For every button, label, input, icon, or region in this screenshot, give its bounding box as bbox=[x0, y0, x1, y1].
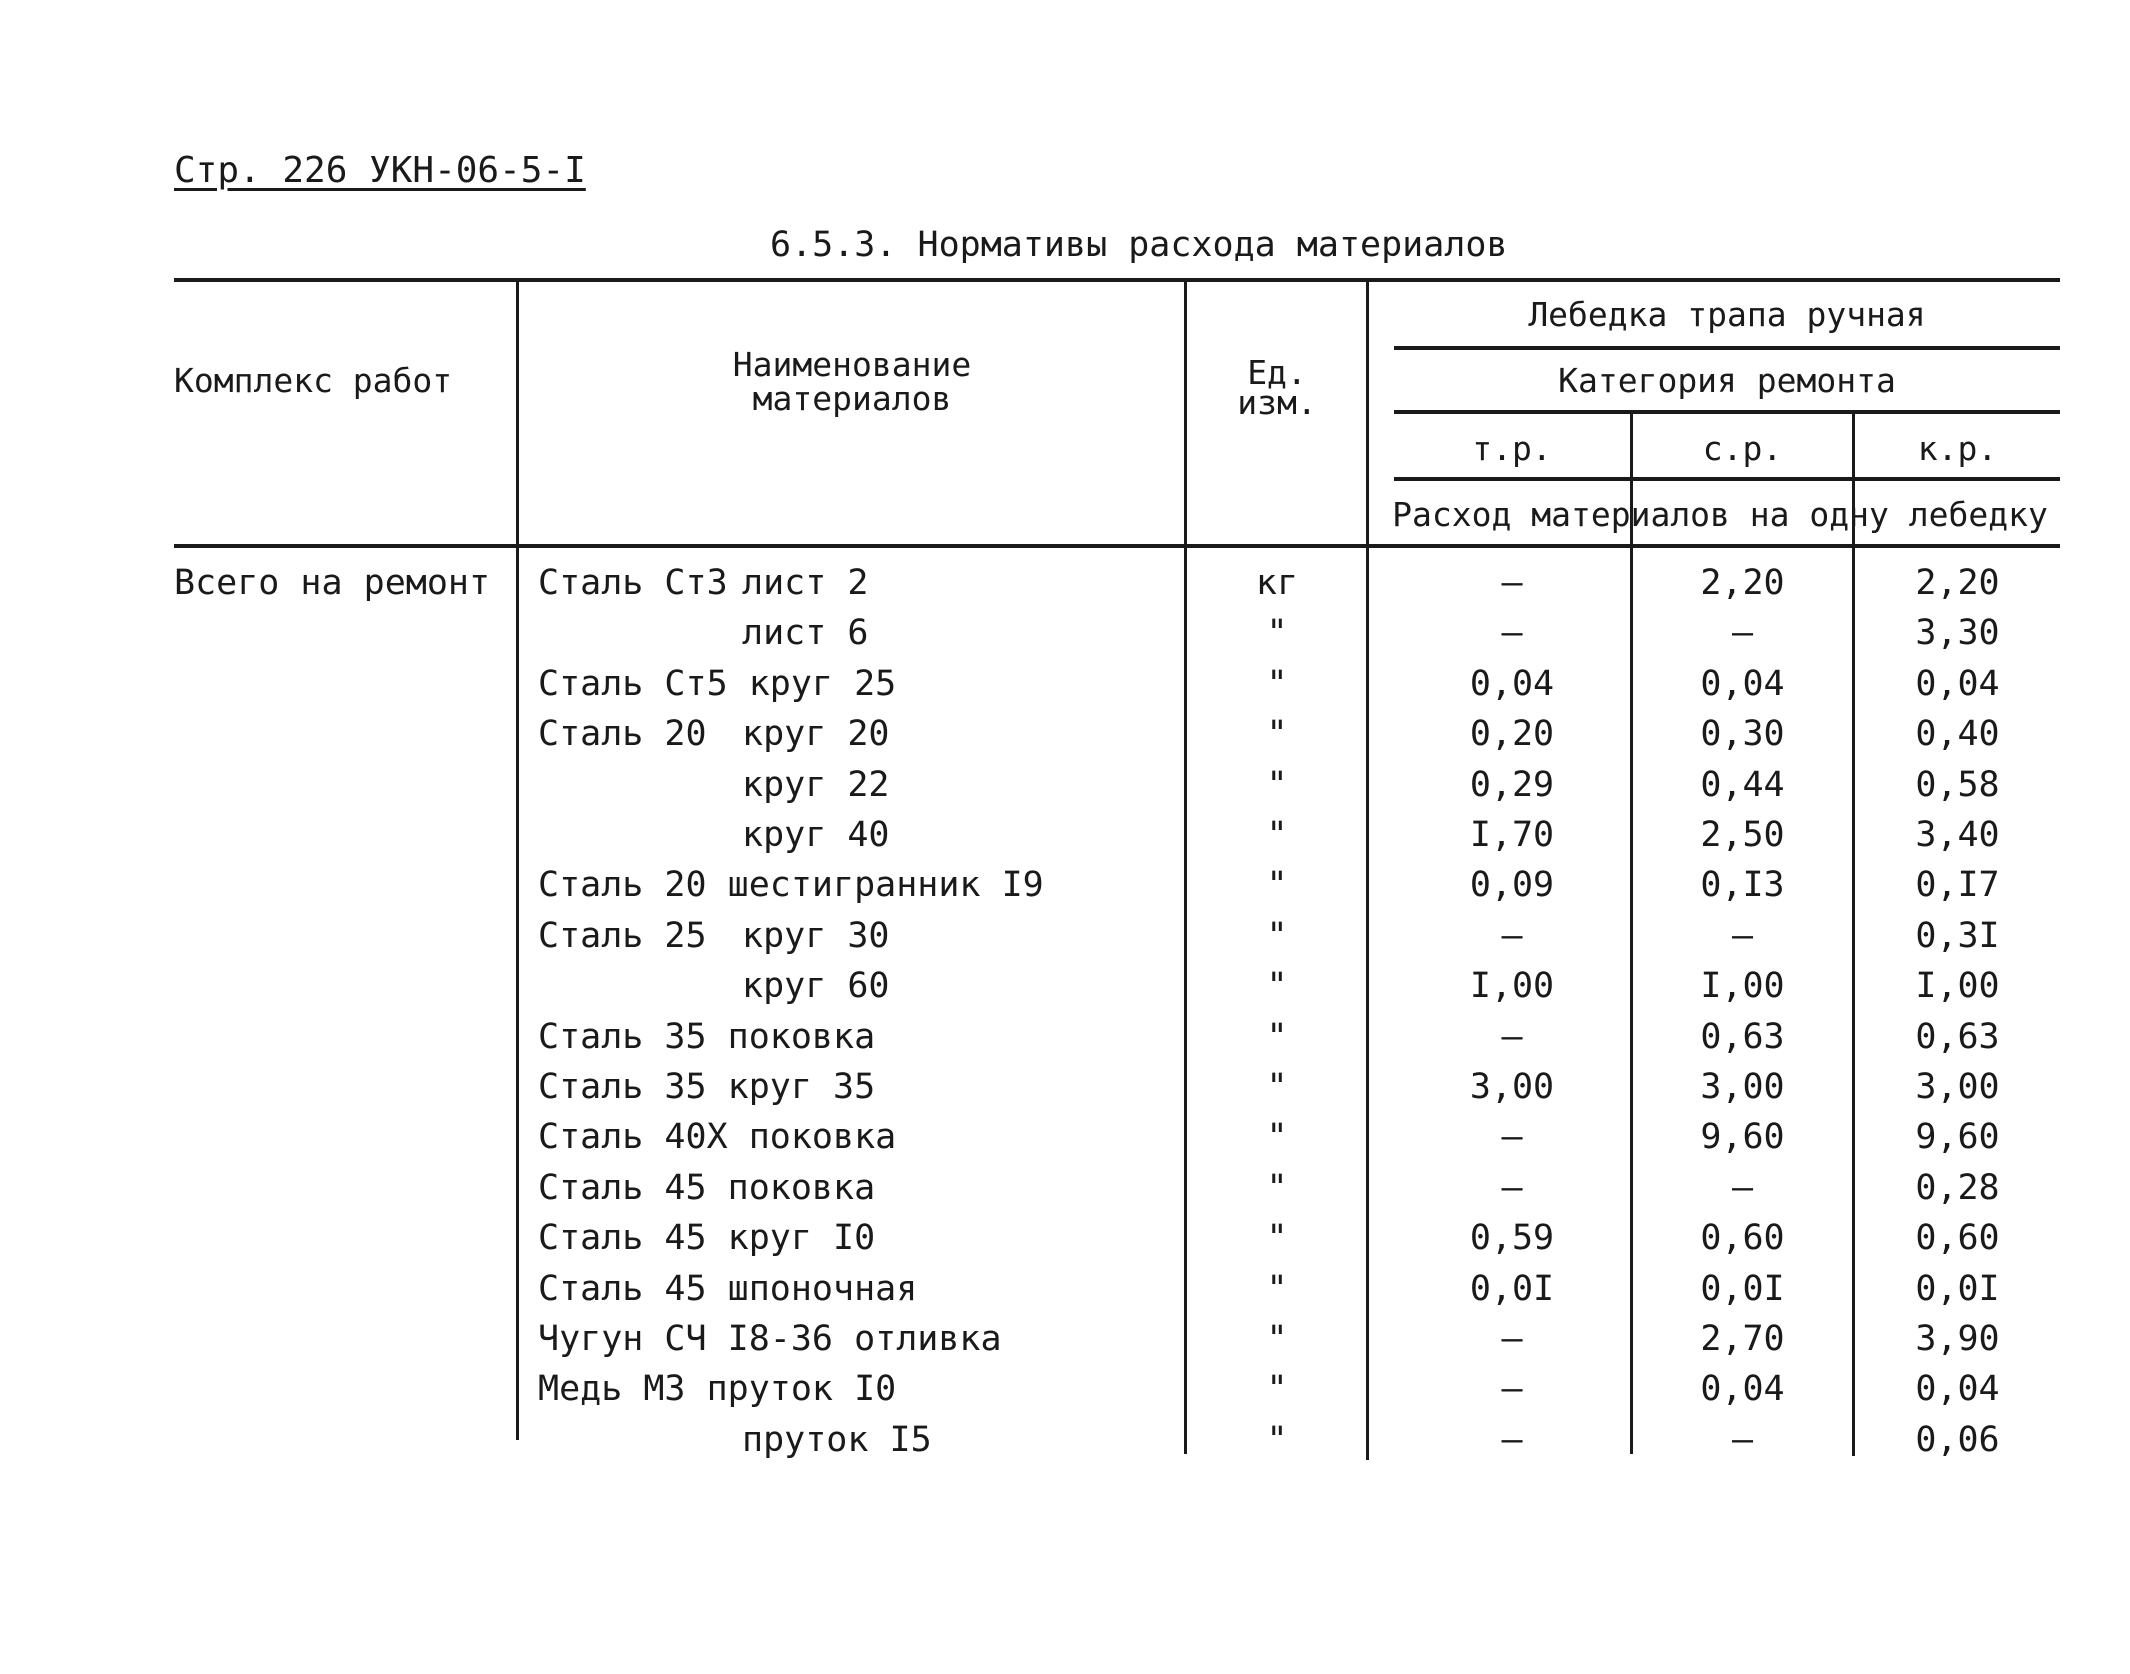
cell-sr: 0,0I bbox=[1700, 1268, 1785, 1309]
cell-tr: 0,20 bbox=[1469, 714, 1555, 755]
cell-unit: " bbox=[1266, 663, 1288, 704]
cell-unit: " bbox=[1266, 764, 1288, 805]
cell-tr: I,00 bbox=[1469, 966, 1555, 1007]
cell-m2: круг 22 bbox=[742, 764, 890, 805]
col-divider-material bbox=[1184, 280, 1187, 1454]
cell-m1: Сталь 40Х поковка bbox=[538, 1117, 897, 1158]
cell-unit: " bbox=[1266, 815, 1288, 855]
col-divider-unit bbox=[1366, 280, 1369, 1460]
header-material-line1: Наименование bbox=[732, 345, 972, 384]
cell-m2: лист 6 bbox=[742, 613, 869, 654]
cell-m1: Сталь 20 шестигранник I9 bbox=[538, 865, 1044, 906]
cell-tr: 0,04 bbox=[1469, 663, 1555, 704]
header-sr: с.р. bbox=[1702, 429, 1783, 468]
cell-tr: 0,0I bbox=[1469, 1268, 1555, 1309]
cell-sr: 0,04 bbox=[1700, 1369, 1785, 1410]
cell-sr: 0,I3 bbox=[1700, 865, 1785, 906]
cell-m2: лист 2 bbox=[742, 563, 869, 603]
cell-sr: 0,04 bbox=[1700, 663, 1785, 704]
cell-kr: 9,60 bbox=[1915, 1117, 2000, 1158]
cell-unit: " bbox=[1266, 1117, 1288, 1158]
cell-sr: 2,70 bbox=[1700, 1319, 1785, 1359]
cell-sr: I,00 bbox=[1700, 966, 1785, 1007]
cell-m2: круг 40 bbox=[742, 815, 890, 855]
cell-kr: 0,28 bbox=[1915, 1167, 2000, 1208]
header-complex: Комплекс работ bbox=[174, 361, 453, 400]
header-consumption: Расход материалов на одну лебедку bbox=[1392, 495, 2048, 534]
header-kr: к.р. bbox=[1917, 429, 1998, 468]
cell-kr: 0,40 bbox=[1915, 714, 2000, 755]
header-rule-subcols bbox=[1394, 477, 2060, 481]
cell-sr: – bbox=[1731, 613, 1754, 654]
cell-tr: 3,00 bbox=[1469, 1067, 1555, 1107]
cell-m1: Сталь Ст5 круг 25 bbox=[538, 663, 897, 704]
cell-m1: Сталь 20 bbox=[538, 714, 707, 755]
cell-unit: " bbox=[1266, 1016, 1288, 1057]
cell-unit: " bbox=[1266, 613, 1288, 654]
table-title: 6.5.3. Нормативы расхода материалов bbox=[770, 225, 1508, 265]
cell-kr: 0,06 bbox=[1915, 1419, 2000, 1460]
header-category: Категория ремонта bbox=[1558, 361, 1896, 400]
cell-unit: " bbox=[1266, 714, 1288, 755]
cell-kr: 0,0I bbox=[1915, 1268, 2000, 1309]
cell-m2: круг 20 bbox=[742, 714, 890, 755]
cell-kr: 0,04 bbox=[1915, 1369, 2000, 1410]
cell-unit: " bbox=[1266, 1218, 1288, 1259]
cell-sr: 0,60 bbox=[1700, 1218, 1785, 1259]
cell-m1: Чугун СЧ I8-36 отливка bbox=[538, 1319, 1002, 1359]
page-reference: Стр. 226 УКН-06-5-I bbox=[174, 150, 586, 191]
cell-sr: 0,30 bbox=[1700, 714, 1785, 755]
cell-m1: Сталь 45 круг I0 bbox=[538, 1218, 876, 1259]
cell-m2: круг 30 bbox=[742, 915, 890, 956]
cell-tr: 0,29 bbox=[1469, 764, 1555, 805]
header-tr: т.р. bbox=[1472, 429, 1552, 468]
header-material-line2: материалов bbox=[752, 379, 952, 418]
cell-tr: – bbox=[1501, 1117, 1523, 1158]
cell-sr: 2,20 bbox=[1700, 563, 1785, 603]
cell-sr: 0,44 bbox=[1700, 764, 1785, 805]
header-rule-category bbox=[1394, 410, 2060, 414]
cell-unit: " bbox=[1266, 1067, 1288, 1107]
cell-unit: " bbox=[1266, 1167, 1288, 1208]
cell-unit: " bbox=[1266, 915, 1288, 956]
cell-m1: Сталь 35 круг 35 bbox=[538, 1067, 876, 1107]
cell-tr: – bbox=[1501, 563, 1523, 603]
cell-kr: 0,3I bbox=[1915, 915, 2000, 956]
cell-m1: Медь М3 пруток I0 bbox=[538, 1369, 897, 1410]
cell-tr: – bbox=[1501, 1319, 1523, 1359]
table-top-rule bbox=[174, 278, 2060, 282]
cell-tr: – bbox=[1501, 613, 1523, 654]
cell-kr: 2,20 bbox=[1915, 563, 2000, 603]
cell-kr: 0,63 bbox=[1915, 1016, 2000, 1057]
cell-sr: 9,60 bbox=[1700, 1117, 1785, 1158]
cell-kr: 0,58 bbox=[1915, 764, 2000, 805]
cell-sr: 0,63 bbox=[1700, 1016, 1785, 1057]
cell-kr: I,00 bbox=[1915, 966, 2000, 1007]
cell-unit: " bbox=[1266, 966, 1288, 1007]
header-unit-line2: изм. bbox=[1237, 383, 1317, 422]
cell-tr: – bbox=[1501, 915, 1523, 956]
cell-kr: 3,40 bbox=[1915, 815, 2000, 855]
header-unit-line1: Ед. bbox=[1247, 353, 1307, 392]
cell-sr: 2,50 bbox=[1700, 815, 1785, 855]
cell-unit: " bbox=[1266, 1369, 1288, 1410]
cell-kr: 0,I7 bbox=[1915, 865, 2000, 906]
cell-m1: Сталь 45 шпоночная bbox=[538, 1268, 918, 1309]
cell-unit: " bbox=[1266, 865, 1288, 906]
complex-value: Всего на ремонт bbox=[174, 563, 491, 603]
cell-sr: – bbox=[1731, 1167, 1754, 1208]
cell-tr: 0,59 bbox=[1469, 1218, 1555, 1259]
cell-kr: 3,30 bbox=[1915, 613, 2000, 654]
cell-m2: круг 60 bbox=[742, 966, 890, 1007]
cell-unit: " bbox=[1266, 1319, 1288, 1359]
cell-m2: пруток I5 bbox=[742, 1419, 932, 1460]
header-bottom-rule bbox=[174, 544, 2060, 548]
cell-unit: " bbox=[1266, 1419, 1288, 1460]
cell-tr: – bbox=[1501, 1016, 1523, 1057]
header-group: Лебедка трапа ручная bbox=[1528, 295, 1926, 334]
cell-sr: – bbox=[1731, 1419, 1754, 1460]
cell-tr: – bbox=[1501, 1167, 1523, 1208]
cell-m1: Сталь Ст3 bbox=[538, 563, 728, 603]
cell-tr: 0,09 bbox=[1469, 865, 1555, 906]
cell-sr: 3,00 bbox=[1700, 1067, 1785, 1107]
cell-unit: кг bbox=[1255, 563, 1299, 603]
cell-kr: 3,00 bbox=[1915, 1067, 2000, 1107]
cell-tr: – bbox=[1501, 1369, 1523, 1410]
cell-m1: Сталь 45 поковка bbox=[538, 1167, 876, 1208]
cell-kr: 0,60 bbox=[1915, 1218, 2000, 1259]
cell-kr: 3,90 bbox=[1915, 1319, 2000, 1359]
header-rule-group bbox=[1394, 346, 2060, 350]
cell-m1: Сталь 35 поковка bbox=[538, 1016, 876, 1057]
cell-tr: – bbox=[1501, 1419, 1523, 1460]
cell-kr: 0,04 bbox=[1915, 663, 2000, 704]
cell-m1: Сталь 25 bbox=[538, 915, 707, 956]
cell-unit: " bbox=[1266, 1268, 1288, 1309]
cell-tr: I,70 bbox=[1469, 815, 1555, 855]
cell-sr: – bbox=[1731, 915, 1754, 956]
col-divider-complex bbox=[516, 280, 519, 1440]
